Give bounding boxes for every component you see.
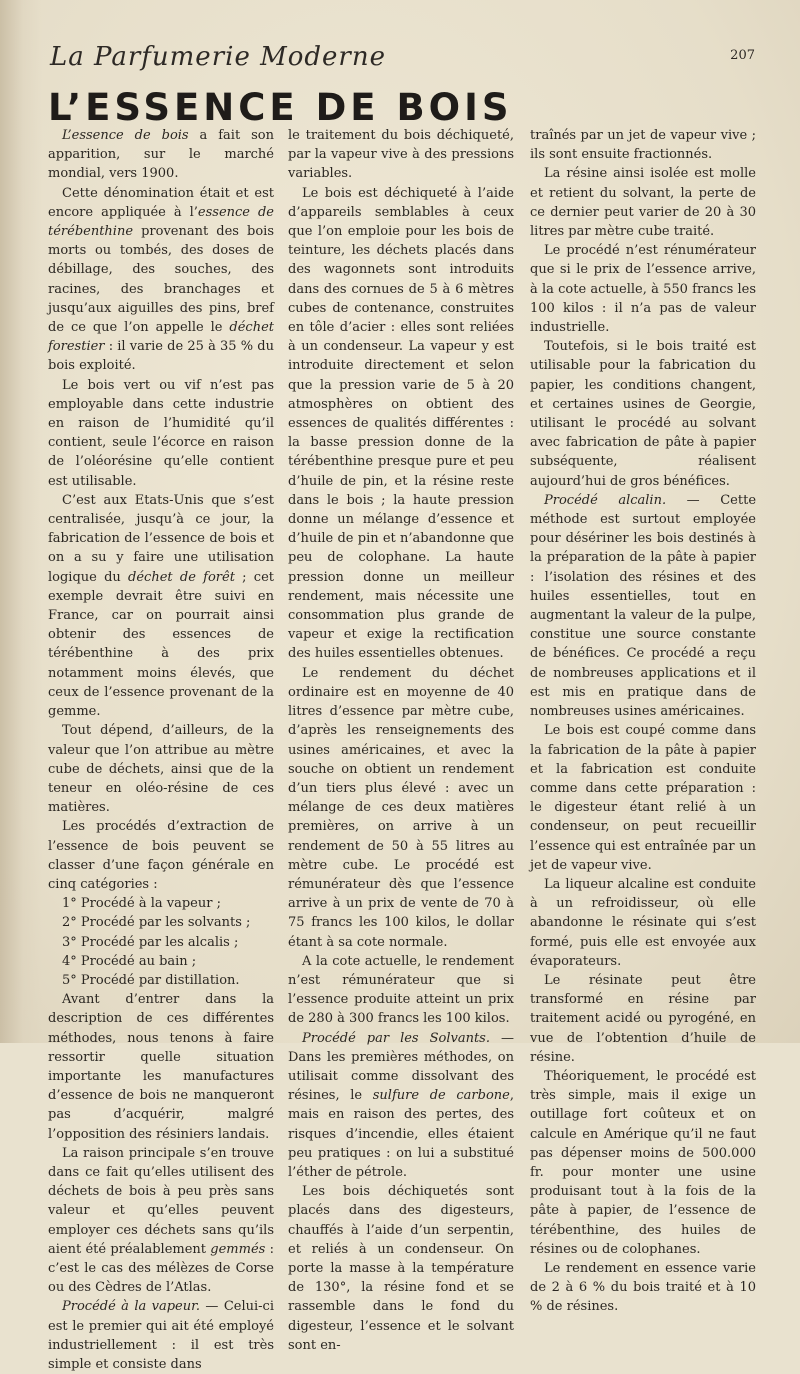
- italic-term: L’essence de bois: [62, 128, 189, 143]
- paragraph: Le bois est coupé comme dans la fabrication de la pâte à papier et la fabrication est conduite comme dans cette préparation : le digesteur étant relié à un condenseur, on peut recueillir l’essence qui est entraînée par un jet de vapeur vive.: [530, 723, 756, 873]
- italic-term: déchet forestier: [48, 320, 274, 355]
- paragraph: Les bois déchiquetés sont placés dans des digesteurs, chauffés à l’aide d’un serpentin, et reliés à un condenseur. On porte la masse à la température de 130°, la résine fond et se rassemble dans le fond du digesteur, l’essence et le solvant sont en-: [288, 1184, 514, 1353]
- text-run: — Celui-ci est le premier qui ait été employé industriellement : il est très simple et consiste dans: [48, 1299, 274, 1372]
- section-heading: Procédé par les Solvants.: [302, 1030, 490, 1046]
- paragraph: Avant d’entrer dans la description de ces différentes méthodes, nous tenons à faire ressortir quelle situation importante les manufactures d’essence de bois ne manqueront pas d’acquérir, malgré l’opposition des résiniers landais.: [48, 992, 274, 1142]
- text-run: — Dans les premières méthodes, on utilisait comme dissolvant des résines, le: [288, 1030, 514, 1104]
- paragraph: Tout dépend, d’ailleurs, de la valeur que l’on attribue au mètre cube de déchets, ainsi que de la teneur en oléo-résine de ces matières.: [48, 723, 274, 816]
- text-column-2: [288, 126, 514, 1355]
- paragraph: La résine ainsi isolée est molle et retient du solvant, la perte de ce dernier peut varier de 20 à 30 litres par mètre cube traité.: [530, 166, 756, 240]
- paragraph: [48, 1144, 274, 1298]
- list-item: 1° Procédé à la vapeur ;: [62, 896, 221, 912]
- journal-title: La Parfumerie Moderne: [50, 42, 386, 72]
- article-title: L’ESSENCE DE BOIS: [48, 86, 513, 129]
- paragraph: Le bois vert ou vif n’est pas employable dans cette industrie en raison de l’humidité qu’il contient, seule l’écorce en raison de l’oléorésine qu’elle contient est utilisable.: [48, 377, 274, 489]
- text-column-3: [530, 126, 756, 1317]
- text-run: provenant des bois morts ou tombés, des doses de débillage, des souches, des racines, des branchages et jusqu’aux aiguilles des pins, bref de ce que l’on appelle le: [48, 224, 274, 336]
- text-run: Cette dénomination était et est encore appliquée à l’: [48, 185, 274, 220]
- paragraph: [48, 184, 274, 376]
- paragraph: La liqueur alcaline est conduite à un refroidisseur, où elle abandonne le résinate qui s’est formé, puis elle est envoyée aux évaporateurs.: [530, 876, 756, 969]
- text-run: : c’est le cas des mélèzes de Corse ou des Cèdres de l’Atlas.: [48, 1241, 274, 1296]
- paragraph: Le procédé n’est rénumérateur que si le prix de l’essence arrive, à la cote actuelle, à 550 francs les 100 kilos : il n’a pas de valeur industrielle.: [530, 243, 756, 336]
- paragraph: traînés par un jet de vapeur vive ; ils sont ensuite fractionnés.: [530, 128, 756, 163]
- list-item: 4° Procédé au bain ;: [62, 953, 197, 969]
- italic-term: déchet de forêt: [128, 569, 235, 585]
- text-run: C’est aux Etats-Unis que s’est centralisée, jusqu’à ce jour, la fabrication de l’essence de bois et on a su y faire une utilisation logique du: [48, 492, 274, 585]
- paragraph: Le résinate peut être transformé en résine par traitement acidé ou pyrogéné, en vue de l’obtention d’huile de résine.: [530, 972, 756, 1065]
- text-column-1: [48, 126, 274, 1374]
- text-run: : il varie de 25 à 35 % du bois exploité.: [48, 339, 274, 374]
- paragraph: Les procédés d’extraction de l’essence de bois peuvent se classer d’une façon générale en cinq catégories :: [48, 819, 274, 892]
- paragraph: A la cote actuelle, le rendement n’est rémunérateur que si l’essence produite atteint un prix de 280 à 300 francs les 100 kilos.: [288, 953, 514, 1027]
- page-number: 207: [730, 48, 755, 63]
- paragraph: Le rendement du déchet ordinaire est en moyenne de 40 litres d’essence par mètre cube, d’après les renseignements des usines américaines, et avec la souche on obtient un rendement d’un tiers plus élevé : avec un mélange de ces deux matières premières, on arrive à un rendement de 50 à 55 litres au mètre cube. Le procédé est rémunérateur dès que l’essence arrive à un prix de vente de 70 à 75 francs les 100 kilos, le dollar étant à sa cote normale.: [288, 665, 514, 950]
- text-run: , mais en raison des pertes, des risques d’incendie, elles étaient peu pratiques : on lui a substitué l’éther de pétrole.: [288, 1088, 514, 1180]
- paragraph: [48, 1297, 274, 1374]
- page-binding-shadow: [0, 0, 42, 1043]
- list-item: 2° Procédé par les solvants ;: [62, 915, 251, 931]
- paragraph: [530, 491, 756, 721]
- paragraph: Théoriquement, le procédé est très simple, mais il exige un outillage fort coûteux et on calcule en Amérique qu’il ne faut pas dépenser moins de 500.000 fr. pour monter une usine produisant tout à la fois de la pâte à papier, de l’essence de térébenthine, des huiles de résines ou de colophanes.: [530, 1068, 756, 1257]
- paragraph: [48, 491, 274, 721]
- italic-term: essence de térébenthine: [48, 204, 274, 240]
- list-item: 5° Procédé par distillation.: [62, 972, 240, 988]
- paragraph: Le bois est déchiqueté à l’aide d’appareils semblables à ceux que l’on emploie pour les bois de teinture, les déchets placés dans des wagonnets sont introduits dans des cornues de 5 à 6 mètres cubes de contenance, construites en tôle d’acier : elles sont reliées à un condenseur. La vapeur y est introduite directement et selon que la pression varie de 5 à 20 atmosphères on obtient des essences de qualités différentes : la basse pression donne de la térébenthine presque pure et peu d’huile de pin, et la résine reste dans le bois ; la haute pression donne un mélange d’essence et d’huile de pin et n’abandonne que peu de colophane. La haute pression donne un meilleur rendement, mais nécessite une consommation plus grande de vapeur et exige la rectification des huiles essentielles obtenues.: [288, 185, 514, 662]
- text-run: a fait son apparition, sur le marché mondial, vers 1900.: [48, 128, 274, 182]
- italic-term: sulfure de carbone: [372, 1088, 510, 1104]
- paragraph: Le rendement en essence varie de 2 à 6 % du bois traité et à 10 % de résines.: [530, 1260, 756, 1315]
- paragraph: le traitement du bois déchiqueté, par la vapeur vive à des pressions variables.: [288, 128, 514, 182]
- page-header: [50, 40, 755, 80]
- italic-term: gemmés: [210, 1241, 266, 1257]
- text-run: — Cette méthode est surtout employée pour désériner les bois destinés à la préparation de la pâte à papier : l’isolation des résines et des huiles essentielles, tout en augmentant la valeur de la pulpe, constitue une source constante de bénéfices. Ce procédé a reçu de nombreuses applications et il est mis en pratique dans de nombreuses usines américaines.: [530, 492, 757, 720]
- paragraph: [48, 126, 274, 184]
- list-item: 3° Procédé par les alcalis ;: [62, 934, 239, 950]
- section-heading: Procédé alcalin.: [544, 492, 667, 508]
- paragraph: Toutefois, si le bois traité est utilisable pour la fabrication du papier, les conditions changent, et certaines usines de Georgie, utilisant le procédé au solvant avec fabrication de pâte à papier subséquente, réalisent aujourd’hui de gros bénéfices.: [530, 339, 756, 489]
- text-run: La raison principale s’en trouve dans ce fait qu’elles utilisent des déchets de bois à peu près sans valeur et qu’elles peuvent employer ces déchets sans qu’ils aient été préalablement: [48, 1145, 274, 1257]
- section-heading: Procédé à la vapeur.: [62, 1299, 201, 1315]
- paragraph: [288, 1029, 514, 1183]
- text-run: ; cet exemple devrait être suivi en France, car on pourrait ainsi obtenir des essences de térébenthine à des prix notamment moins élevés, que ceux de l’essence provenant de la gemme.: [48, 569, 274, 720]
